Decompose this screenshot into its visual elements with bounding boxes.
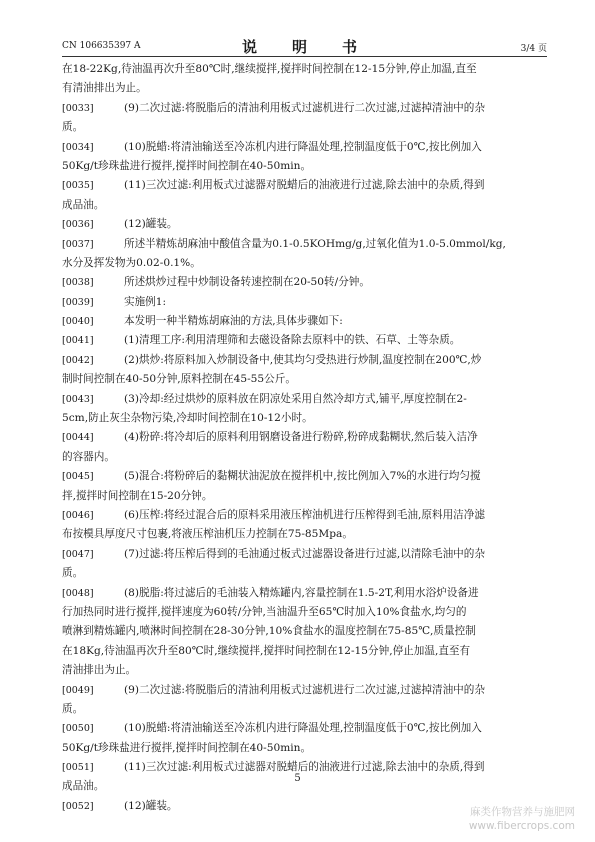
line-text: 实施例1: bbox=[124, 295, 167, 308]
paragraph-line bbox=[62, 370, 547, 389]
line-text: 质。 bbox=[62, 702, 84, 715]
paragraph-number: [0044] bbox=[62, 432, 94, 444]
paragraph-line bbox=[62, 661, 547, 680]
paragraph-line bbox=[62, 293, 547, 312]
document-title: 说 明 书 bbox=[241, 38, 367, 56]
paragraph-line bbox=[62, 545, 547, 564]
paragraph-line bbox=[62, 564, 547, 583]
line-text: (12)罐装。 bbox=[124, 799, 178, 812]
line-text: (3)冷却:经过烘炒的原料放在阴凉处采用自然冷却方式,铺平,厚度控制在2- bbox=[124, 392, 467, 405]
paragraph-line bbox=[62, 254, 547, 273]
paragraph-number: [0049] bbox=[62, 684, 94, 696]
paragraph-line bbox=[62, 157, 547, 176]
paragraph-line bbox=[62, 99, 547, 118]
paragraph-line bbox=[62, 273, 547, 292]
paragraph-line bbox=[62, 603, 547, 622]
page-header bbox=[62, 36, 547, 57]
paragraph-line bbox=[62, 176, 547, 195]
paragraph-number: [0033] bbox=[62, 102, 94, 114]
page-indicator: 3/4 页 bbox=[520, 44, 547, 54]
line-text: 行加热同时进行搅拌,搅拌速度为60转/分钟,当油温升至65℃时加入10%食盐水,均匀的 bbox=[62, 605, 467, 618]
line-text: 成品油。 bbox=[62, 198, 105, 211]
paragraph-number: [0047] bbox=[62, 548, 94, 560]
paragraph-line bbox=[62, 60, 547, 79]
paragraph-line bbox=[62, 739, 547, 758]
paragraph-line bbox=[62, 118, 547, 137]
paragraph-line bbox=[62, 235, 547, 254]
line-text: (1)清理工序:利用清理筛和去磁设备除去原料中的铁、石草、土等杂质。 bbox=[124, 334, 461, 347]
paragraph-line bbox=[62, 138, 547, 157]
patent-number: CN 106635397 A bbox=[62, 41, 141, 51]
line-text: 有清油排出为止。 bbox=[62, 82, 147, 95]
paragraph-line bbox=[62, 584, 547, 603]
line-text: (4)粉碎:将冷却后的原料利用钢磨设备进行粉碎,粉碎成黏糊状,然后装入洁净 bbox=[124, 431, 478, 444]
line-text: (6)压榨:将经过混合后的原料采用液压榨油机进行压榨得到毛油,原料用洁净滤 bbox=[124, 508, 485, 521]
line-text: 50Kg/t珍珠盐进行搅拌,搅拌时间控制在40-50min。 bbox=[62, 741, 312, 754]
paragraph-line bbox=[62, 79, 547, 98]
line-text: (11)三次过滤:利用板式过滤器对脱蜡后的油液进行过滤,除去油中的杂质,得到 bbox=[124, 761, 485, 774]
line-text: 成品油。 bbox=[62, 780, 105, 793]
paragraph-number: [0037] bbox=[62, 238, 94, 250]
paragraph-line bbox=[62, 487, 547, 506]
line-text: (2)烘炒:将原料加入炒制设备中,使其均匀受热进行炒制,温度控制在200℃,炒 bbox=[124, 353, 482, 366]
line-text: 拌,搅拌时间控制在15-20分钟。 bbox=[62, 489, 213, 502]
paragraph-line bbox=[62, 351, 547, 370]
paragraph-line bbox=[62, 622, 547, 641]
paragraph-line bbox=[62, 467, 547, 486]
paragraph-line bbox=[62, 642, 547, 661]
paragraph-line bbox=[62, 215, 547, 234]
line-text: 喷淋到精炼罐内,喷淋时间控制在28-30分钟,10%食盐水的温度控制在75-85℃,质量控制 bbox=[62, 625, 476, 638]
line-text: 质。 bbox=[62, 567, 84, 580]
line-text: (9)二次过滤:将脱脂后的清油利用板式过滤机进行二次过滤,过滤掉清油中的杂 bbox=[124, 101, 485, 114]
line-text: (9)二次过滤:将脱脂后的清油利用板式过滤机进行二次过滤,过滤掉清油中的杂 bbox=[124, 683, 485, 696]
paragraph-line bbox=[62, 196, 547, 215]
paragraph-line bbox=[62, 719, 547, 738]
line-text: (10)脱蜡:将清油输送至冷冻机内进行降温处理,控制温度低于0℃,按比例加入 bbox=[124, 722, 482, 735]
page-number: 5 bbox=[294, 773, 301, 784]
line-text: 50Kg/t珍珠盐进行搅拌,搅拌时间控制在40-50min。 bbox=[62, 159, 312, 172]
paragraph-line bbox=[62, 448, 547, 467]
paragraph-number: [0036] bbox=[62, 219, 94, 231]
paragraph-line bbox=[62, 390, 547, 409]
paragraph-line bbox=[62, 700, 547, 719]
line-text: 清油排出为止。 bbox=[62, 664, 137, 677]
line-text: (11)三次过滤:利用板式过滤器对脱蜡后的油液进行过滤,除去油中的杂质,得到 bbox=[124, 179, 485, 192]
paragraph-number: [0035] bbox=[62, 180, 94, 192]
document-body bbox=[62, 60, 547, 816]
paragraph-number: [0042] bbox=[62, 354, 94, 366]
line-text: 制时间控制在40-50分钟,原料控制在45-55公斤。 bbox=[62, 373, 296, 386]
paragraph-number: [0034] bbox=[62, 141, 94, 153]
paragraph-number: [0050] bbox=[62, 723, 94, 735]
line-text: 在18Kg,待油温再次升至80℃时,继续搅拌,搅拌时间控制在12-15分钟,停止加温,直至有 bbox=[62, 644, 471, 657]
line-text: 质。 bbox=[62, 121, 84, 134]
line-text: 5cm,防止灰尘杂物污染,冷却时间控制在10-12小时。 bbox=[62, 412, 313, 425]
paragraph-number: [0040] bbox=[62, 316, 94, 328]
paragraph-line bbox=[62, 409, 547, 428]
line-text: 在18-22Kg,待油温再次升至80℃时,继续搅拌,搅拌时间控制在12-15分钟,停止加温,直至 bbox=[62, 63, 477, 75]
line-text: 所述半精炼胡麻油中酸值含量为0.1-0.5KOHmg/g,过氧化值为1.0-5.0mmol/kg, bbox=[124, 237, 506, 250]
line-text: (10)脱蜡:将清油输送至冷冻机内进行降温处理,控制温度低于0℃,按比例加入 bbox=[124, 140, 482, 153]
paragraph-number: [0051] bbox=[62, 762, 94, 774]
paragraph-number: [0043] bbox=[62, 393, 94, 405]
paragraph-line bbox=[62, 428, 547, 447]
line-text: 的容器内。 bbox=[62, 450, 115, 463]
paragraph-line bbox=[62, 525, 547, 544]
paragraph-line bbox=[62, 506, 547, 525]
paragraph-number: [0045] bbox=[62, 471, 94, 483]
line-text: (8)脱脂:将过滤后的毛油装入精炼罐内,容量控制在1.5-2T,利用水浴炉设备进 bbox=[124, 586, 479, 599]
line-text: 本发明一种半精炼胡麻油的方法,具体步骤如下: bbox=[124, 315, 343, 328]
line-text: 所述烘炒过程中炒制设备转速控制在20-50转/分钟。 bbox=[124, 276, 370, 289]
paragraph-number: [0048] bbox=[62, 587, 94, 599]
paragraph-number: [0041] bbox=[62, 335, 94, 347]
paragraph-number: [0039] bbox=[62, 296, 94, 308]
watermark bbox=[469, 805, 575, 833]
line-text: 水分及挥发物为0.02-0.1%。 bbox=[62, 256, 201, 269]
paragraph-number: [0052] bbox=[62, 800, 94, 812]
line-text: (5)混合:将粉碎后的黏糊状油泥放在搅拌机中,按比例加入7%的水进行均匀搅 bbox=[124, 470, 481, 483]
paragraph-line bbox=[62, 681, 547, 700]
line-text: (12)罐装。 bbox=[124, 218, 178, 231]
line-text: 布按模具厚度尺寸包裹,将液压榨油机压力控制在75-85Mpa。 bbox=[62, 528, 353, 541]
watermark-url: www.fibercrops.com bbox=[468, 820, 575, 832]
paragraph-line bbox=[62, 331, 547, 350]
paragraph-number: [0038] bbox=[62, 277, 94, 289]
line-text: (7)过滤:将压榨后得到的毛油通过板式过滤器设备进行过滤,以清除毛油中的杂 bbox=[124, 547, 485, 560]
watermark-name: 麻类作物营养与施肥网 bbox=[470, 806, 575, 818]
paragraph-number: [0046] bbox=[62, 509, 94, 521]
paragraph-line bbox=[62, 312, 547, 331]
